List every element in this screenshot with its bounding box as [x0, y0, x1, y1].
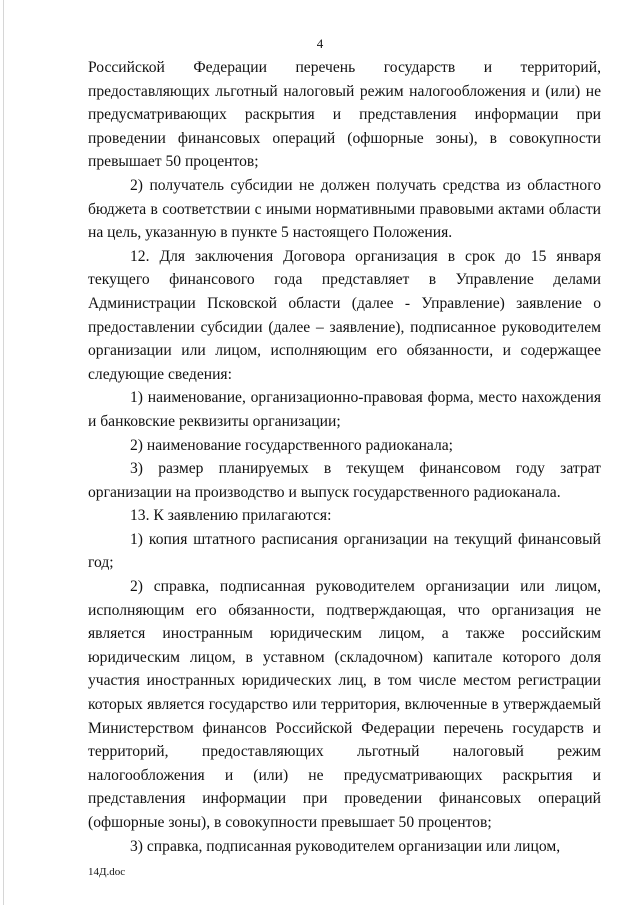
footer-file-name: 14Д.doc: [88, 866, 126, 878]
paragraph-item-2-no-other-funds: 2) получатель субсидии не должен получать средства из областного бюджета в соответствии с иными нормативными правовыми актами области на цель, указанную в пункте 5 настоящего Положения.: [88, 176, 601, 242]
paragraph-13-item-1: 1) копия штатного расписания организации на текущий финансовый год;: [88, 530, 601, 572]
paragraph-13-item-3: 3) справка, подписанная руководителем организации или лицом,: [130, 837, 561, 855]
paragraph-12-item-3: 3) размер планируемых в текущем финансовом году затрат организации на производство и выпуск государственного радиоканала.: [88, 460, 601, 501]
paragraph-offshore-continuation: Российской Федерации перечень государств и территорий, предоставляющих льготный налоговый режим налогообложения и (или) не предусматривающих раскрытия и представления информации при проведении финансовых операций (офшорные зоны), в совокупности превышает 50 процентов;: [88, 59, 601, 171]
page-number: 4: [316, 36, 324, 51]
document-body: [88, 56, 601, 858]
paragraph-13-item-2: 2) справка, подписанная руководителем организации или лицом, исполняющим его обязанности, подтверждающая, что организация не является иностранным юридическим лицом, а также российским юридическим лицом, в уставном (складочном) капитале которого доля участия иностранных юридических лиц, в том числе местом регистрации которых является государство или территория, включенные в утверждаемый Министерством финансов Российской Федерации перечень государств и территорий, предоставляющих льготный налоговый режим налогообложения и (или) не предусматривающих раскрытия и представления информации при проведении финансовых операций (офшорные зоны), в совокупности превышает 50 процентов;: [88, 578, 601, 831]
paragraph-12-item-1: 1) наименование, организационно-правовая форма, место нахождения и банковские реквизиты организации;: [88, 389, 601, 430]
paragraph-12-item-2: 2) наименование государственного радиоканала;: [130, 436, 454, 454]
paragraph-12-application: 12. Для заключения Договора организация в срок до 15 января текущего финансового года представляет в Управление делами Администрации Псковской области (далее - Управление) заявление о предоставлении субсидии (далее – заявление), подписанное руководителем организации или лицом, исполняющим его обязанности, и содержащее следующие сведения:: [88, 247, 601, 383]
paragraph-13-attachments: 13. К заявлению прилагаются:: [130, 507, 332, 525]
scan-edge-line: [3, 0, 4, 905]
